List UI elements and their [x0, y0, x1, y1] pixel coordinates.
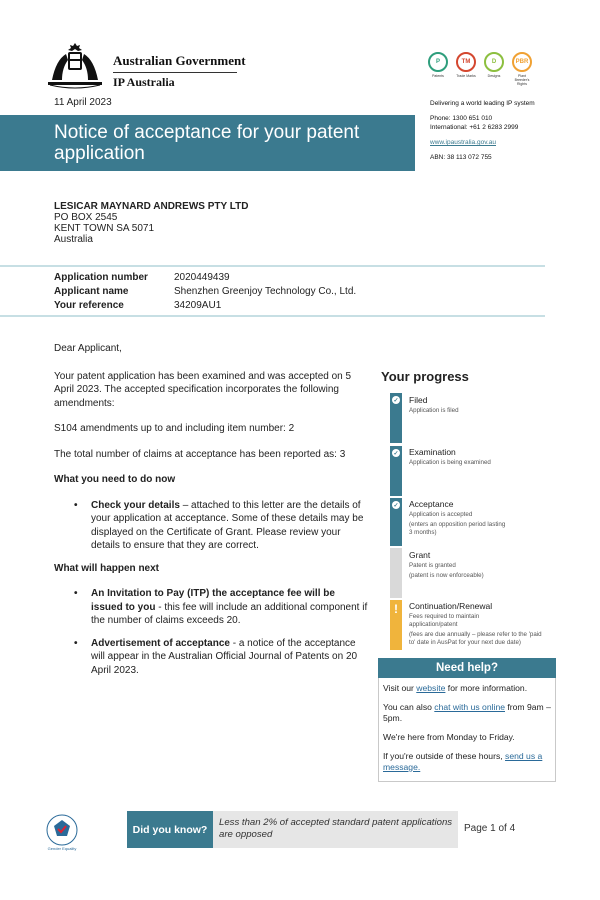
- recipient-name: LESICAR MAYNARD ANDREWS PTY LTD: [54, 201, 249, 212]
- help-hours: We're here from Monday to Friday.: [383, 732, 515, 742]
- reference: 34209AU1: [174, 300, 222, 311]
- plant-breeders-rights-icon: PBR Plant Breeder's Rights: [512, 52, 532, 86]
- list-item: • Check your details – attached to this letter are the details of your application at acceptance. Some of these details may be displayed on the Certificate of Grant. Please review your details to ensure that they are correct.: [54, 499, 369, 553]
- list-item: • Advertisement of acceptance - a notice of the acceptance will appear in the Australian Official Journal of Patents on 20 April 2023.: [54, 637, 369, 678]
- step-examination: Examination Application is being examined: [409, 447, 491, 466]
- detail-label: Applicant name: [54, 286, 129, 297]
- trade-marks-icon: TM Trade Marks: [456, 52, 476, 86]
- step-grant: Grant Patent is granted (patent is now enforceable): [409, 550, 484, 579]
- tagline: Delivering a world leading IP system: [430, 100, 535, 107]
- chat-link[interactable]: chat with us online: [434, 702, 505, 712]
- section-heading: What will happen next: [54, 562, 160, 574]
- step-filed: Filed Application is filed: [409, 395, 459, 414]
- step-renewal: Continuation/Renewal Fees required to maintain application/patent (fees are due annually – please refer to the 'paid to' date in AusPat for your next due date): [409, 601, 542, 646]
- applicant-name: Shenzhen Greenjoy Technology Co., Ltd.: [174, 286, 357, 297]
- recipient-address: [54, 201, 248, 245]
- page-number: Page 1 of 4: [464, 823, 516, 834]
- application-number: 2020449439: [174, 272, 230, 283]
- help-box: Visit our website for more information. You can also chat with us online from 9am – 5pm. We're here from Monday to Friday. If you're outside of these hours, send us a message.: [378, 678, 556, 782]
- phone: Phone: 1300 651 010: [430, 115, 493, 122]
- fact-text: Less than 2% of accepted standard patent applications are opposed: [213, 811, 458, 848]
- step-bar-acceptance: [390, 498, 402, 546]
- step-acceptance: Acceptance Application is accepted (enters an opposition period lasting 3 months): [409, 499, 506, 536]
- paragraph: The total number of claims at acceptance has been reported as: 3: [54, 448, 346, 460]
- paragraph: Your patent application has been examined and was accepted on 5 April 2023. The accepted specification incorporates the following amendments:: [54, 370, 352, 409]
- section-heading: What you need to do now: [54, 474, 176, 485]
- salutation: Dear Applicant,: [54, 343, 122, 354]
- badge-text: Gender Equality: [47, 846, 77, 851]
- step-bar-grant: [390, 548, 402, 598]
- step-bar-examination: [390, 446, 402, 496]
- contact-info: [430, 99, 535, 162]
- did-you-know: Did you know?: [127, 811, 213, 848]
- paragraph: S104 amendments up to and including item number: 2: [54, 423, 295, 434]
- divider: [0, 315, 545, 317]
- message-link[interactable]: send us a message.: [383, 751, 543, 772]
- check-icon: ✓: [393, 502, 399, 509]
- ip-rights-icons: [428, 52, 532, 86]
- address-line: PO BOX 2545: [54, 212, 118, 223]
- detail-label: Your reference: [54, 300, 124, 311]
- website-link[interactable]: www.ipaustralia.gov.au: [430, 139, 496, 146]
- government-name: Australian Government: [113, 53, 246, 68]
- abn: ABN: 38 113 072 755: [430, 154, 492, 161]
- coat-of-arms-icon: [44, 40, 106, 90]
- progress-title: Your progress: [381, 369, 469, 384]
- international-phone: International: +61 2 6283 2999: [430, 124, 519, 131]
- letter-body: [54, 342, 369, 686]
- help-title: Need help?: [378, 658, 556, 678]
- step-bar-filed: [390, 393, 402, 443]
- application-details: [54, 271, 356, 313]
- check-icon: ✓: [393, 397, 399, 404]
- step-bar-renewal: [390, 600, 402, 650]
- website-link[interactable]: website: [416, 683, 446, 693]
- agency-name: IP Australia: [113, 72, 237, 90]
- alert-icon: !: [394, 602, 398, 616]
- list-item: • An Invitation to Pay (ITP) the acceptance fee will be issued to you - this fee will include an additional component if the number of claims exceeds 20.: [54, 587, 369, 628]
- address-line: Australia: [54, 234, 93, 245]
- letter-date: 11 April 2023: [54, 97, 112, 108]
- detail-label: Application number: [54, 272, 148, 283]
- divider: [0, 265, 545, 267]
- address-line: KENT TOWN SA 5071: [54, 223, 155, 234]
- check-icon: ✓: [393, 450, 399, 457]
- page-title: Notice of acceptance for your patent application: [0, 115, 415, 171]
- designs-icon: D Designs: [484, 52, 504, 86]
- patents-icon: P Patents: [428, 52, 448, 86]
